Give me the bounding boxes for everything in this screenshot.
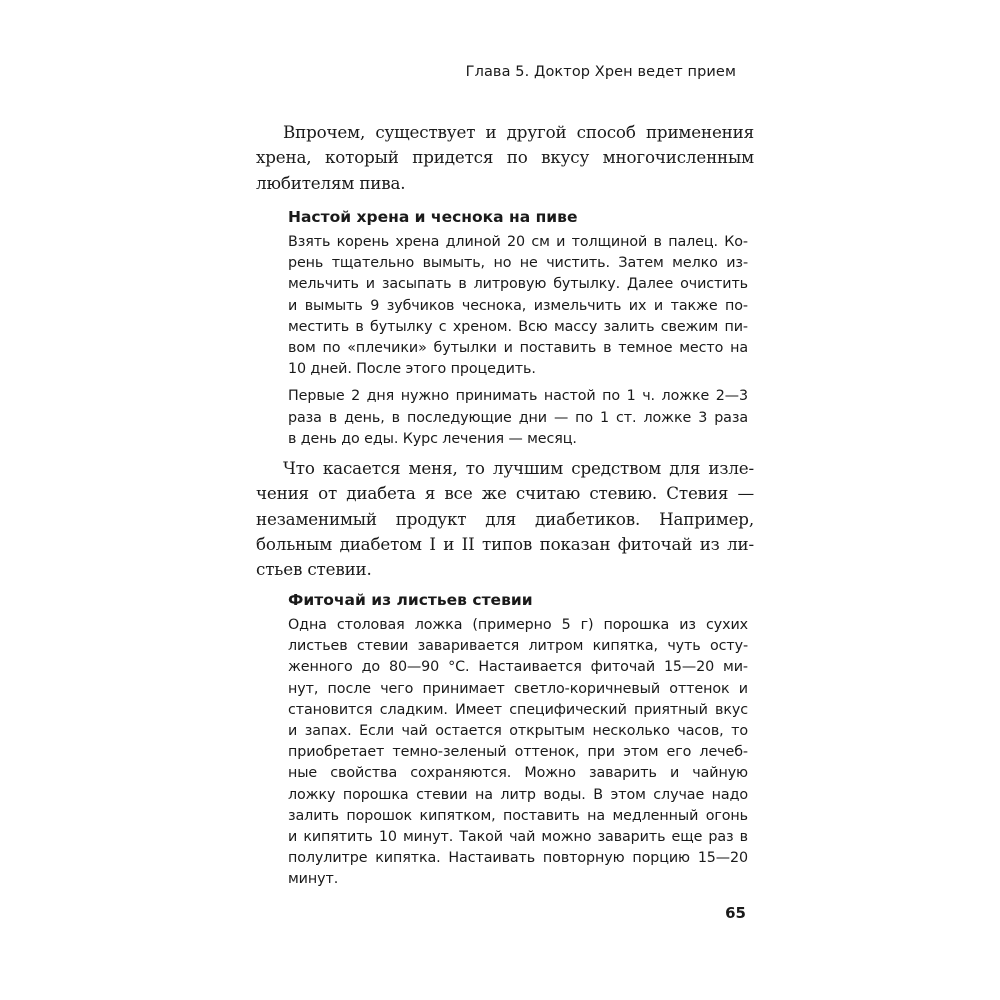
text-line: нут, после чего принимает светло-коричневый оттенок и (288, 680, 748, 697)
text-line: в день до еды. Курс лечения — месяц. (288, 430, 577, 447)
text-line: незаменимый продукт для диабетиков. Например, (256, 508, 754, 529)
text-line: Что касается меня, то лучшим средством для изле- (283, 458, 754, 478)
text-line: хрена, который придется по вкусу многочисленным (256, 147, 754, 168)
text-line: любителям пива. (256, 172, 406, 193)
text-line: женного до 80—90 °С. Настаивается фиточай 15—20 ми- (288, 659, 748, 676)
text-line: ные свойства сохраняются. Можно заварить и чайную (288, 765, 748, 782)
text-line: чения от диабета я все же считаю стевию. Стевия — (256, 483, 754, 504)
text-line: минут. (288, 871, 339, 888)
text-line: полулитре кипятка. Настаивать повторную порцию 15—20 (288, 850, 748, 867)
running-head: Глава 5. Доктор Хрен ведет прием (465, 64, 736, 80)
text-line: Одна столовая ложка (примерно 5 г) порошка из сухих (288, 617, 748, 633)
text-line: становится сладким. Имеет специфический приятный вкус (288, 701, 748, 718)
recipe-title: Фиточай из листьев стевии (288, 591, 533, 609)
page-number: 65 (725, 904, 746, 922)
text-line: приобретает темно-зеленый оттенок, при этом его лечеб- (288, 744, 748, 761)
text-line: листьев стевии заваривается литром кипятка, чуть осту- (288, 638, 748, 655)
recipe-instructions (288, 232, 748, 380)
text-line: ложку порошка стевии на литр воды. В этом случае надо (288, 786, 748, 803)
text-line: местить в бутылку с хреном. Всю массу залить свежим пи- (288, 318, 748, 335)
text-line: Впрочем, существует и другой способ применения (283, 122, 754, 142)
text-line: рень тщательно вымыть, но не чистить. Затем мелко из- (288, 255, 748, 272)
text-line: 10 дней. После этого процедить. (288, 361, 536, 378)
text-line: залить порошок кипятком, поставить на медленный огонь (288, 807, 748, 824)
text-line: и кипятить 10 минут. Такой чай можно заварить еще раз в (288, 829, 748, 846)
body-paragraph-1 (256, 120, 754, 196)
body-paragraph-2 (256, 456, 754, 582)
recipe-box-horseradish (288, 206, 748, 450)
text-line: Первые 2 дня нужно принимать настой по 1 ч. ложке 2—3 (288, 388, 748, 405)
text-line: больным диабетом I и II типов показан фиточай из ли- (256, 533, 754, 554)
text-line: Взять корень хрена длиной 20 см и толщиной в палец. Ко- (288, 234, 748, 250)
text-line: и вымыть 9 зубчиков чеснока, измельчить их и также по- (288, 297, 748, 314)
recipe-title: Настой хрена и чеснока на пиве (288, 208, 578, 226)
text-line: и запах. Если чай остается открытым несколько часов, то (288, 723, 748, 740)
recipe-instructions (288, 615, 748, 891)
text-line: раза в день, в последующие дни — по 1 ст. ложке 3 раза (288, 409, 748, 426)
text-line: вом по «плечики» бутылки и поставить в темное место на (288, 340, 748, 357)
text-line: мельчить и засыпать в литровую бутылку. Далее очистить (288, 276, 748, 293)
text-line: стьев стевии. (256, 559, 372, 580)
recipe-dosage (288, 386, 748, 450)
recipe-box-stevia (288, 589, 748, 891)
